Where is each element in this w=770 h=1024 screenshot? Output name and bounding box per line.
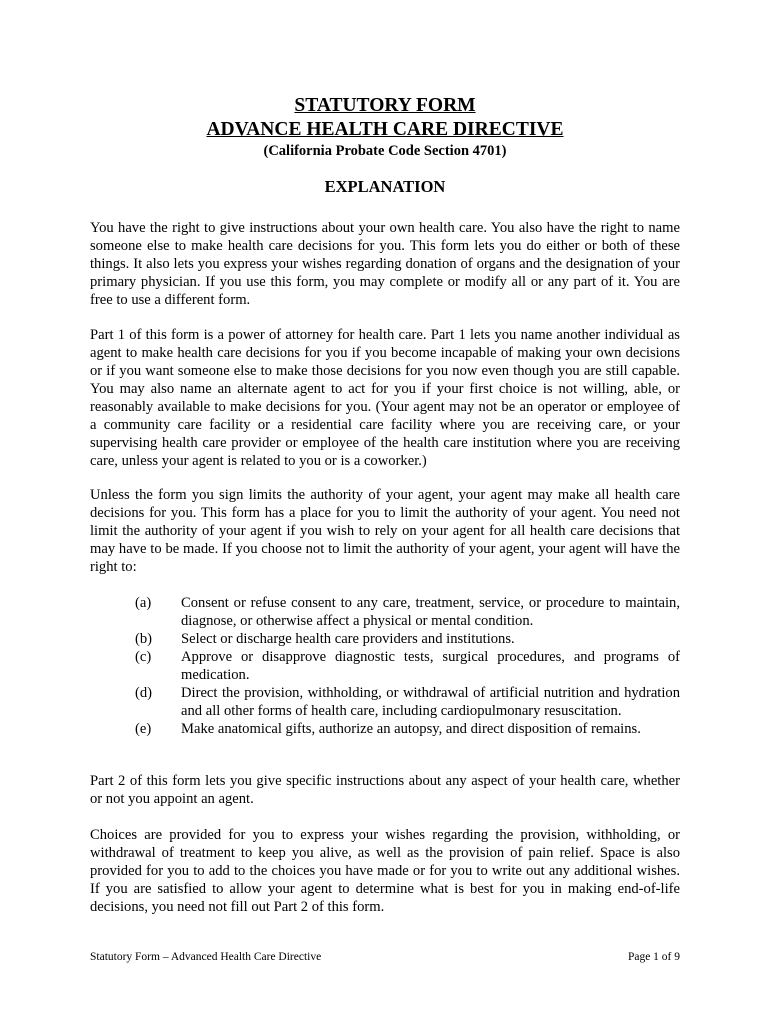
list-item-text: Consent or refuse consent to any care, treatment, service, or procedure to maintain, diagnose, or otherwise affect a physical or mental condition. bbox=[181, 595, 680, 629]
list-item bbox=[90, 684, 680, 720]
list-item bbox=[90, 720, 680, 738]
footer-form-name: Statutory Form – Advanced Health Care Directive bbox=[90, 951, 322, 963]
list-item bbox=[90, 648, 680, 684]
list-marker: (d) bbox=[135, 685, 153, 701]
list-item-text: Direct the provision, withholding, or withdrawal of artificial nutrition and hydration and all other forms of health care, including cardiopulmonary resuscitation. bbox=[181, 685, 680, 719]
list-marker: (e) bbox=[135, 721, 152, 737]
list-item-text: Approve or disapprove diagnostic tests, surgical procedures, and programs of medication. bbox=[181, 649, 680, 683]
title-line-2: ADVANCE HEALTH CARE DIRECTIVE bbox=[206, 119, 564, 140]
footer-page-number: Page 1 of 9 bbox=[627, 951, 680, 963]
list-marker: (a) bbox=[135, 595, 152, 611]
paragraph-agent-authority: Unless the form you sign limits the authority of your agent, your agent may make all health care decisions for you. This form has a place for you to limit the authority of your agent. You need not limit the authority of your agent if you wish to rely on your agent for all health care decisions that may have to be made. If you choose not to limit the authority of your agent, your agent will have the right to: bbox=[90, 487, 680, 575]
subtitle: (California Probate Code Section 4701) bbox=[263, 143, 507, 159]
paragraph-intro: You have the right to give instructions about your own health care. You also have the right to name someone else to make health care decisions for you. This form lets you do either or both of these things. It also lets you express your wishes regarding donation of organs and the designation of your primary physician. If you use this form, you may complete or modify all or any part of it. You are free to use a different form. bbox=[90, 220, 680, 308]
list-marker: (c) bbox=[135, 649, 152, 665]
list-marker: (b) bbox=[135, 631, 153, 647]
paragraph-choices: Choices are provided for you to express your wishes regarding the provision, withholding, or withdrawal of treatment to keep you alive, as well as the provision of pain relief. Space is also provided for you to add to the choices you have made or for you to write out any additional wishes. If you are satisfied to allow your agent to determine what is best for you in making end-of-life decisions, you need not fill out Part 2 of this form. bbox=[90, 827, 680, 915]
list-item-text: Select or discharge health care providers and institutions. bbox=[181, 631, 515, 647]
agent-rights-list bbox=[90, 594, 680, 738]
section-heading: EXPLANATION bbox=[324, 177, 446, 196]
paragraph-part1: Part 1 of this form is a power of attorney for health care. Part 1 lets you name another individual as agent to make health care decisions for you if you become incapable of making your own decisions or if you want someone else to make those decisions for you now even though you are still capable. You may also name an alternate agent to act for you if your first choice is not willing, able, or reasonably available to make decisions for you. (Your agent may not be an operator or employee of a community care facility or a residential care facility where you are receiving care, or your supervising health care provider or employee of the health care institution where you are receiving care, unless your agent is related to you or is a coworker.) bbox=[90, 327, 680, 469]
paragraph-part2: Part 2 of this form lets you give specific instructions about any aspect of your health care, whether or not you appoint an agent. bbox=[90, 773, 680, 807]
list-item-text: Make anatomical gifts, authorize an autopsy, and direct disposition of remains. bbox=[181, 721, 641, 737]
title-line-1: STATUTORY FORM bbox=[294, 95, 476, 116]
list-item bbox=[90, 594, 680, 630]
list-item bbox=[90, 630, 680, 648]
